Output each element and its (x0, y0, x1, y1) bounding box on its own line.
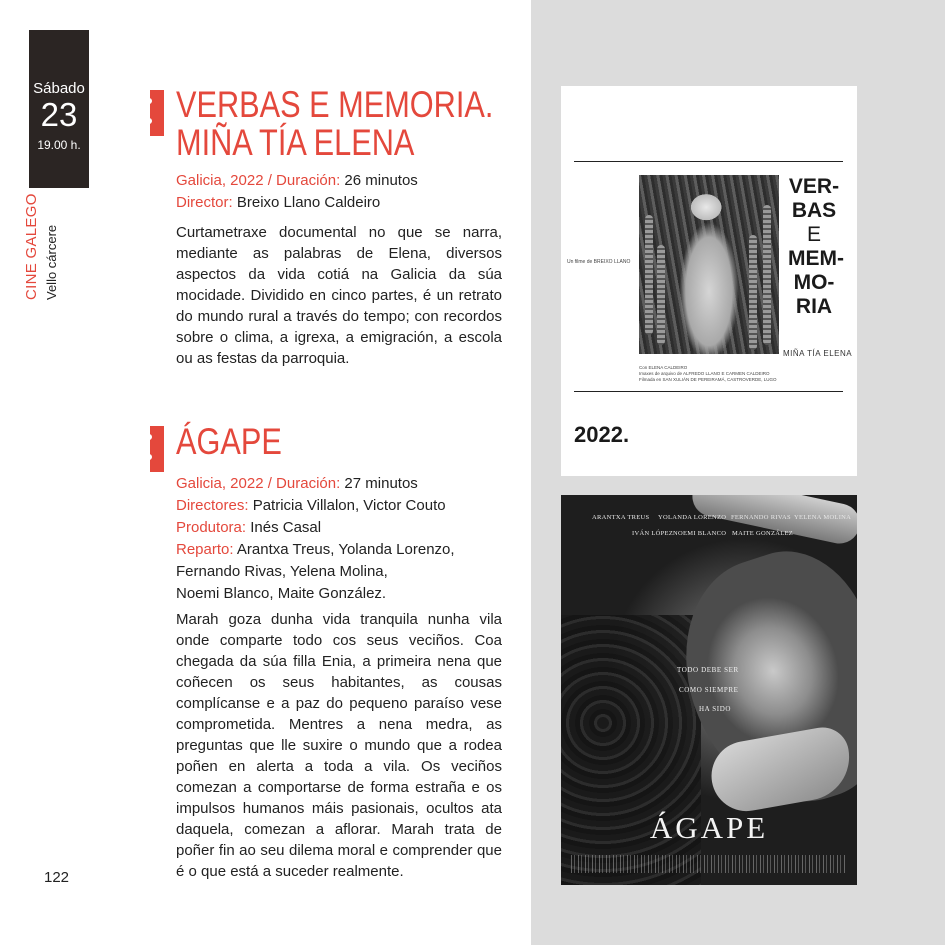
poster-photo (639, 175, 779, 354)
poster-byline: Un filme de BREIXO LLANO (567, 259, 631, 265)
poster-year: 2022. (574, 422, 630, 447)
section-venue: Vello cárcere (44, 224, 59, 300)
poster-credits (571, 855, 847, 873)
film2-title: ÁGAPE (176, 421, 282, 462)
section-label (23, 193, 59, 300)
poster-hand (689, 495, 857, 547)
section-category: CINE GALEGO (23, 193, 40, 300)
poster-agape-title: ÁGAPE (649, 810, 769, 845)
film1-synopsis: Curtametraxe documental no que se narra, mediante as palabras de Elena, diversos aspectos da vida cotiá na Galicia da súa mocidade. Dividido en cinco partes, é un retrato do mundo rural a través do tempo; con recordos sobre o clima, a igrexa, a emigración, a escola ou as festas da parroquia. (176, 224, 502, 367)
poster-tagline: COMO SIEMPRE (679, 686, 739, 694)
page-number: 122 (44, 869, 70, 886)
date-number: 23 (40, 96, 78, 133)
poster-credits: Con ELENA CALDEIRO Imaxes de arquivo de ALFREDO LLANO E CARMEN CALDEIRO Filmada en SAN XULIÁN DE PEREIRAMÁ, CASTROVERDE, LUGO (639, 365, 777, 382)
film2-synopsis: Marah goza dunha vida tranquila nunha vila onde comparte todo cos seus veciños. Coa chegada da súa filla Enia, a primeira nena que coñecen os seus habitantes, as cousas complícanse e a paz do pequeno paraíso vese comprometida. Mentres a nena medra, as preguntas que lle suxire o mundo que a rodea poñen en alerta a toda a vila. Os veciños comezan a comportarse de forma estraña e os impulsos humanos máis pasionais, ocultos ata daquela, comezan a aflorar. Marah trata de poñer fin ao seu dilema moral e comprender que é o que está a suceder realmente. (176, 611, 502, 880)
film1-title: VERBAS E MEMORIA. MIÑA TÍA ELENA (176, 84, 494, 163)
poster-subtitle: MIÑA TÍA ELENA (783, 349, 853, 358)
poster-agape: ARANTXA TREUS YOLANDA LORENZO FERNANDO RIVAS YELENA MOLINA IVÁN LÓPEZ NOEMI BLANCO MAITE GONZÁLEZ TODO DEBE SER COMO SIEMPRE HA SIDO ÁGAPE (561, 495, 857, 885)
date-time: 19.00 h. (37, 138, 81, 152)
poster-tagline: HA SIDO (699, 705, 732, 713)
date-day: Sábado (33, 80, 85, 97)
film1-meta: Galicia, 2022 / Duración: 26 minutos Director: Breixo Llano Caldeiro (176, 172, 418, 211)
film2-meta: Galicia, 2022 / Duración: 27 minutos Directores: Patricia Villalon, Victor Couto Produtora: Inés Casal Reparto: Arantxa Treus, Yolanda Lorenzo, Fernando Rivas, Yelena Molina, Noemi Blanco, Maite González. (176, 475, 455, 602)
poster-tagline: TODO DEBE SER (677, 666, 739, 674)
date-box (29, 30, 89, 188)
poster-rule (574, 391, 843, 392)
poster-rule (574, 161, 843, 162)
poster-title: VER- BAS E MEM- MO- RIA (788, 175, 844, 318)
poster-verbas-e-memoria (561, 86, 857, 476)
ticket-icon (150, 90, 164, 136)
ticket-icon (150, 426, 164, 472)
